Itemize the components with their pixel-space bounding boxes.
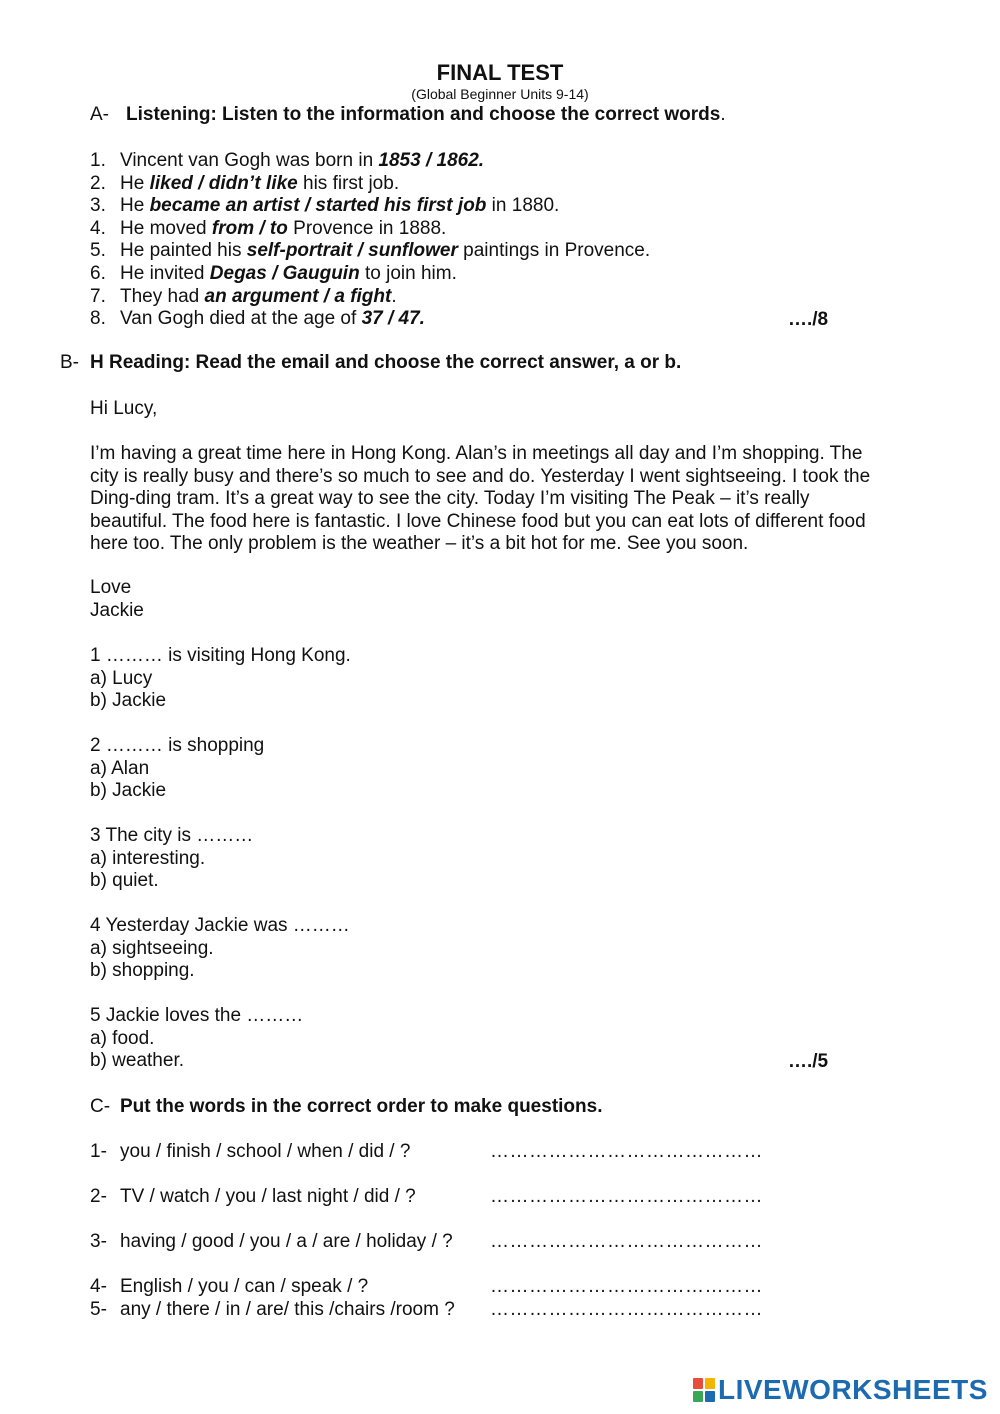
item-text-before: They had (120, 285, 205, 307)
scrambled-words: any / there / in / are/ this /chairs /room ? (120, 1299, 455, 1320)
logo-square-yellow (705, 1378, 715, 1389)
item-text-before: Van Gogh died at the age of (120, 308, 362, 330)
item-text-before: He (120, 195, 150, 217)
section-a-heading (90, 104, 726, 126)
item-number: 2- (90, 1186, 107, 1207)
email-line: I’m having a great time here in Hong Kong. Alan’s in meetings all day and I’m shopping. The (90, 443, 863, 464)
item-number: 5- (90, 1299, 107, 1320)
answer-option-b: b) Jackie (90, 690, 167, 712)
answer-option-b: b) shopping. (90, 960, 195, 982)
page-title: FINAL TEST (436, 60, 564, 85)
answer-blank: …………………………………… (490, 1186, 763, 1207)
scrambled-words: English / you / can / speak / ? (120, 1276, 369, 1297)
section-a-label: A- (90, 104, 109, 125)
scrambled-words: you / finish / school / when / did / ? (120, 1141, 411, 1162)
item-text-after: his first job. (297, 172, 400, 194)
logo-square-green (693, 1391, 703, 1402)
item-choice: an argument / a fight (204, 285, 392, 307)
answer-option-a: a) sightseeing. (90, 937, 214, 959)
scrambled-words: having / good / you / a / are / holiday / ? (120, 1231, 453, 1252)
question-text: 4 Yesterday Jackie was ……… (90, 915, 350, 936)
item-choice: Degas / Gauguin (209, 263, 360, 284)
section-a-instruction: Listening: Listen to the information and choose the correct words (126, 104, 721, 125)
item-choice: liked / didn’t like (149, 172, 298, 194)
section-b-label: B- (60, 352, 79, 373)
section-a-score: …./8 (788, 309, 829, 330)
section-c-item (90, 1231, 453, 1253)
item-number: 3- (90, 1231, 107, 1252)
liveworksheets-logo-icon (692, 1377, 716, 1403)
liveworksheets-logo (692, 1375, 988, 1405)
item-choice: became an artist / started his first job (149, 195, 487, 217)
question-text: 2 ……… is shopping (90, 735, 265, 756)
section-a-item (90, 263, 457, 285)
item-number: 5. (90, 240, 106, 262)
item-text-after: paintings in Provence. (457, 240, 651, 262)
item-number: 6. (90, 263, 106, 284)
question-text: 3 The city is ……… (90, 825, 254, 846)
item-number: 4- (90, 1276, 107, 1297)
item-choice: self-portrait / sunflower (246, 240, 458, 262)
section-a-item (90, 308, 425, 330)
item-choice: 1853 / 1862. (378, 150, 485, 171)
logo-square-blue (705, 1391, 715, 1402)
answer-option-a: a) interesting. (90, 847, 206, 869)
answer-option-b: b) quiet. (90, 870, 159, 892)
page-subtitle: (Global Beginner Units 9-14) (411, 86, 589, 102)
section-c-item (90, 1276, 368, 1298)
item-number: 8. (90, 308, 106, 330)
answer-blank: …………………………………… (490, 1299, 763, 1320)
email-signoff: Love (90, 577, 132, 598)
section-a-instruction-end: . (720, 104, 726, 125)
section-a-item (90, 286, 397, 308)
scrambled-words: TV / watch / you / last night / did / ? (120, 1186, 416, 1207)
item-choice: 37 / 47. (361, 308, 425, 330)
section-c-instruction: Put the words in the correct order to make questions. (120, 1096, 603, 1117)
answer-option-b: b) weather. (90, 1050, 184, 1072)
answer-blank: …………………………………… (490, 1141, 763, 1162)
email-greeting: Hi Lucy, (90, 398, 158, 419)
item-number: 7. (90, 285, 106, 307)
section-c-label: C- (90, 1096, 111, 1117)
answer-blank: …………………………………… (490, 1276, 763, 1297)
logo-square-red (693, 1378, 703, 1389)
item-text-before: Vincent van Gogh was born in (120, 150, 379, 171)
item-number: 1. (90, 150, 106, 171)
answer-option-a: a) food. (90, 1027, 155, 1049)
answer-blank: …………………………………… (490, 1231, 763, 1252)
item-text-after: Provence in 1888. (287, 217, 447, 239)
item-text-before: He moved (120, 217, 212, 239)
section-a-item (90, 150, 484, 172)
liveworksheets-brand: LIVEWORKSHEETS (718, 1374, 988, 1405)
section-a-item (90, 195, 559, 217)
section-a-item (90, 173, 399, 195)
email-line: here too. The only problem is the weather – it’s a bit hot for me. See you soon. (90, 533, 749, 555)
answer-option-b: b) Jackie (90, 780, 167, 802)
section-b-score: …./5 (788, 1051, 829, 1072)
item-text-before: He invited (120, 263, 210, 284)
item-text-before: He painted his (120, 240, 247, 262)
section-a-item (90, 240, 650, 262)
email-line: city is really busy and there’s so much to see and do. Yesterday I went sightseeing. I took the (90, 465, 871, 487)
item-number: 4. (90, 217, 106, 239)
email-line: beautiful. The food here is fantastic. I love Chinese food but you can eat lots of different food (90, 510, 866, 532)
section-b-instruction: H Reading: Read the email and choose the correct answer, a or b. (90, 352, 682, 373)
item-text-after: . (391, 285, 397, 307)
question-text: 1 ……… is visiting Hong Kong. (90, 645, 351, 666)
section-c-item (90, 1299, 455, 1321)
question-text: 5 Jackie loves the ……… (90, 1005, 304, 1026)
item-number: 3. (90, 195, 106, 217)
section-b-heading (60, 352, 681, 374)
section-c-item (90, 1141, 410, 1163)
section-c-heading (90, 1096, 602, 1118)
answer-option-a: a) Alan (90, 757, 150, 779)
item-number: 1- (90, 1141, 107, 1162)
email-signature: Jackie (90, 600, 144, 621)
item-text-after: to join him. (359, 263, 457, 284)
item-choice: from / to (211, 217, 288, 239)
item-number: 2. (90, 172, 106, 194)
item-text-after: in 1880. (486, 195, 560, 217)
section-c-item (90, 1186, 416, 1208)
section-a-item (90, 218, 446, 240)
email-line: Ding-ding tram. It’s a great way to see the city. Today I’m visiting The Peak – it’s really (90, 488, 810, 510)
item-text-before: He (120, 172, 150, 194)
answer-option-a: a) Lucy (90, 667, 153, 689)
